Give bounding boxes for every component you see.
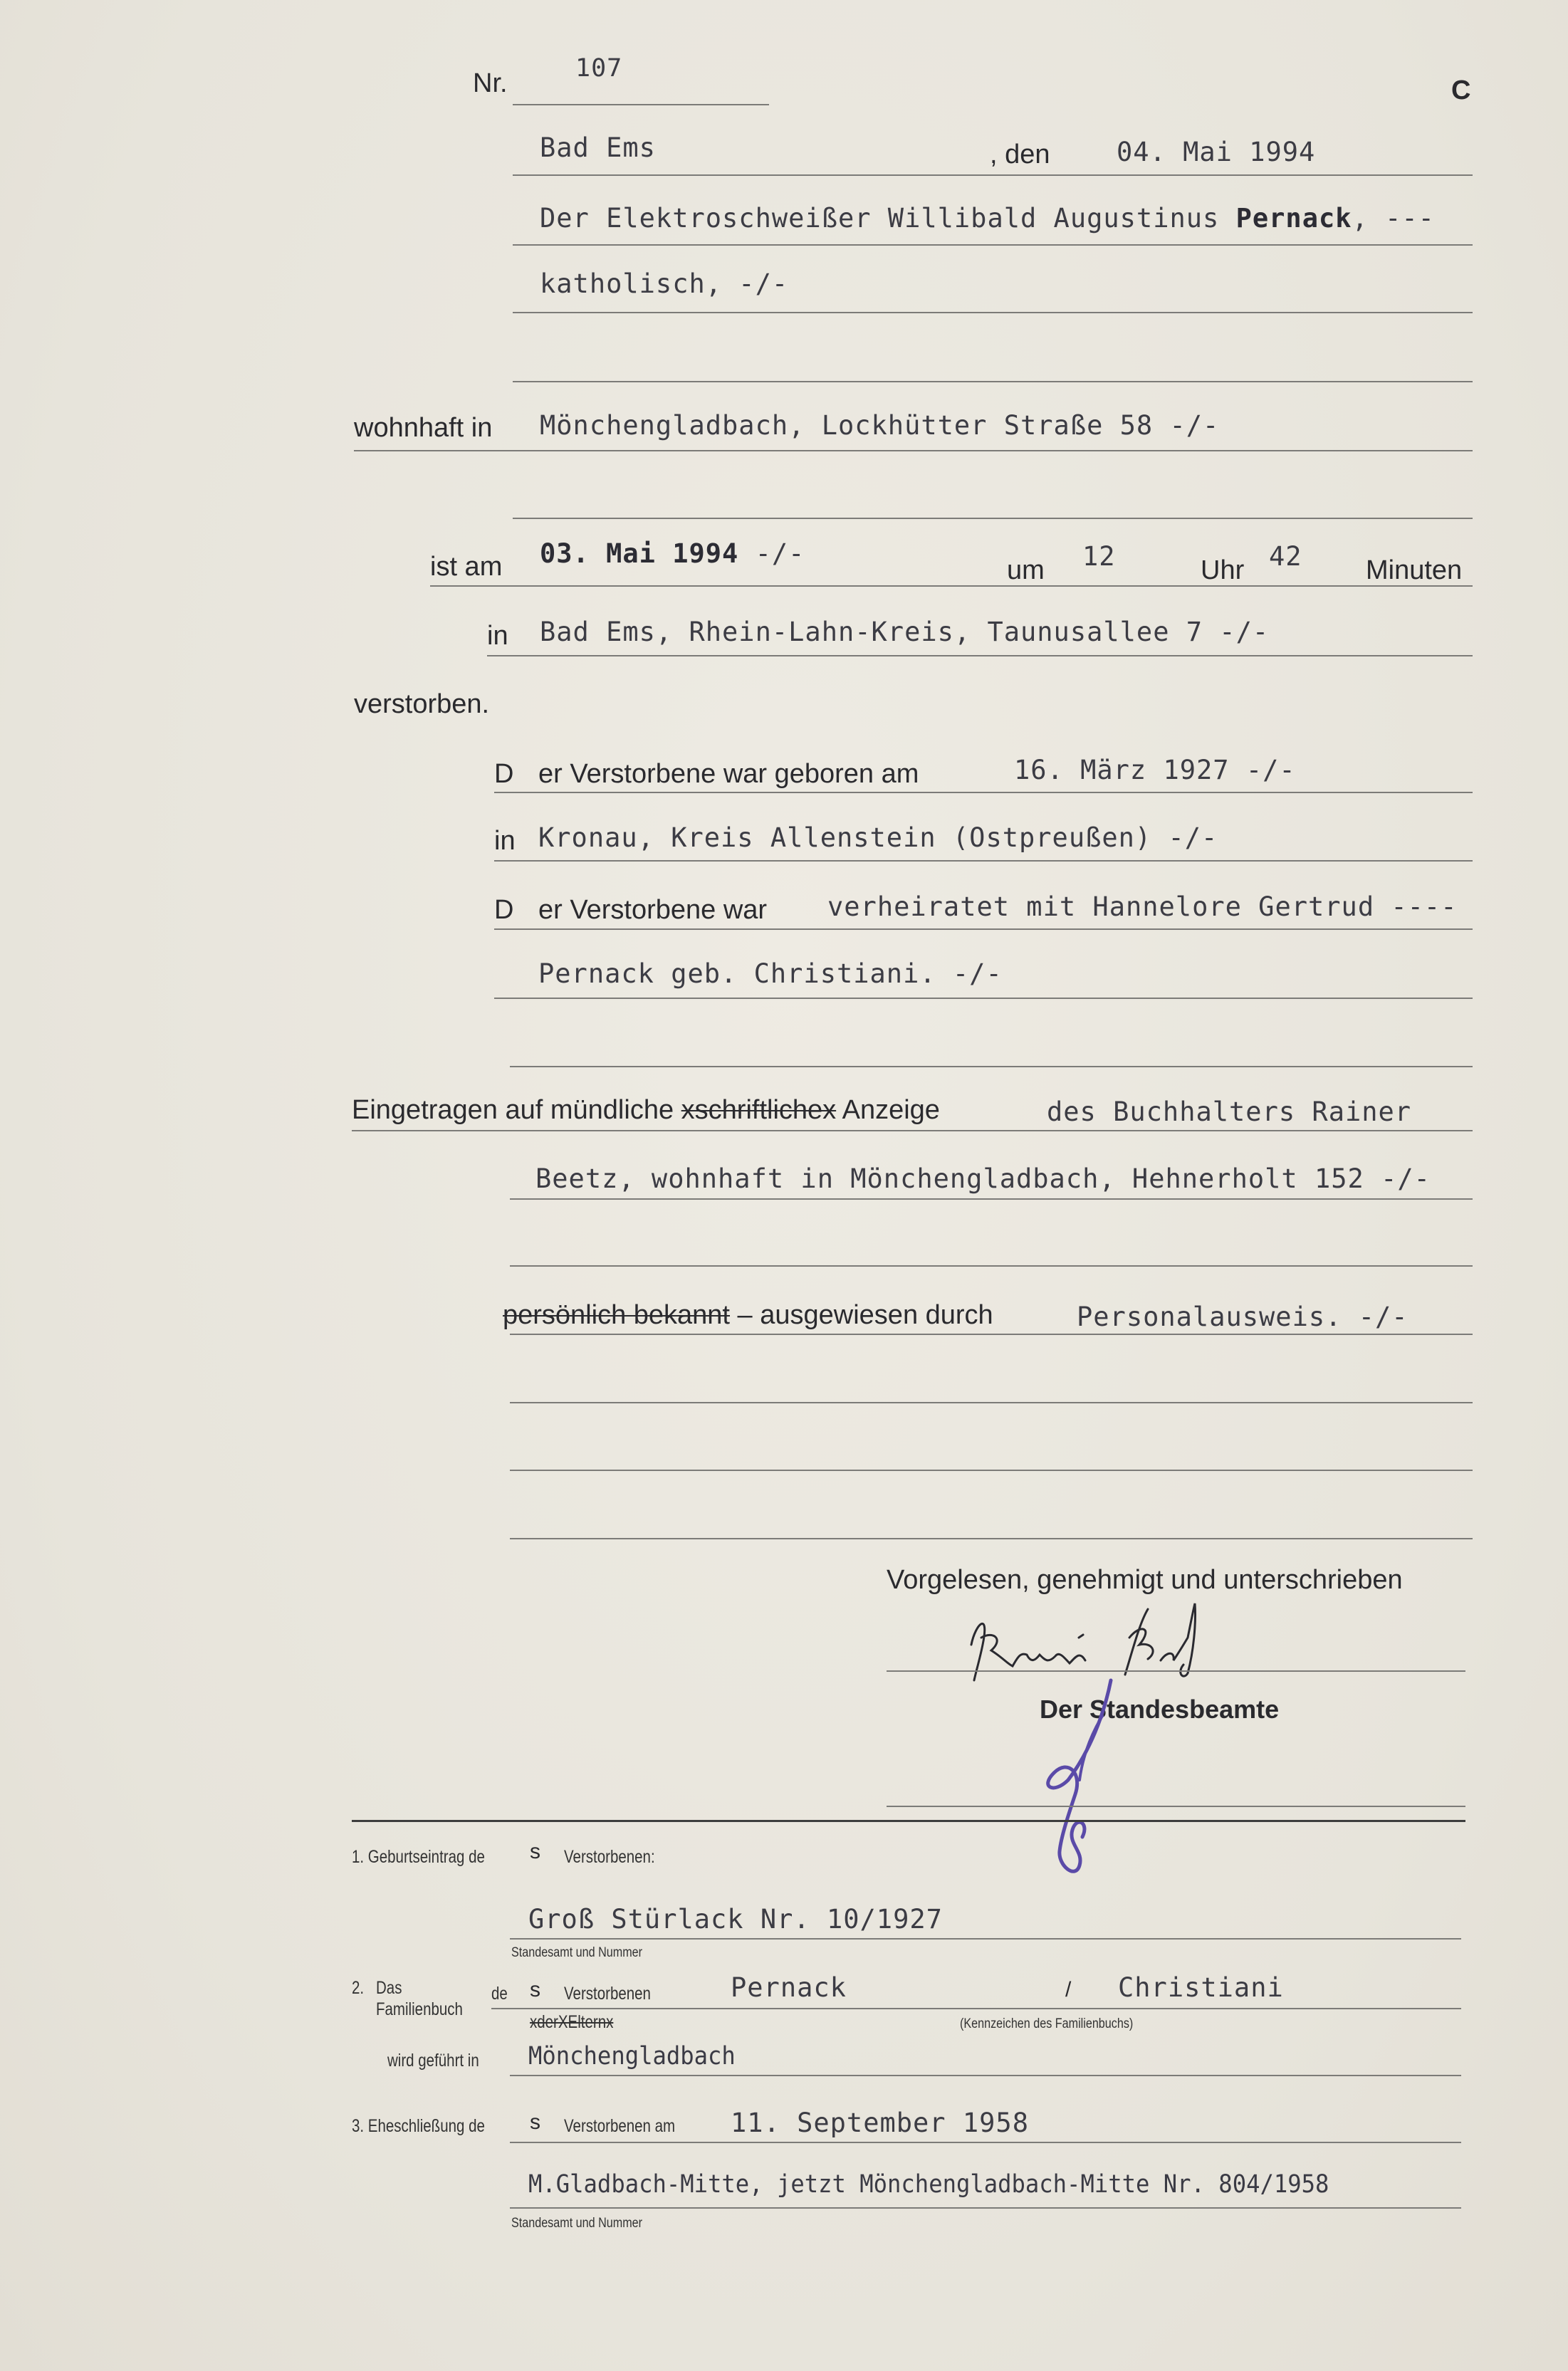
birth-label: er Verstorbene war geboren am [538,759,919,789]
report-line-2 [510,1198,1473,1200]
birth-place: Kronau, Kreis Allenstein (Ostpreußen) -/- [538,822,1218,853]
nr-label: Nr. [473,68,508,98]
death-in-label: in [487,621,508,651]
um-label: um [1007,555,1045,585]
identity-struck: persönlich bekannt [503,1300,730,1330]
registrar-signature-line [887,1806,1465,1807]
person-description: Der Elektroschweißer Willibald Augustinus [540,203,1220,234]
corner-letter: C [1451,75,1471,105]
item2-name1: Pernack [731,1972,847,2003]
item2-location-line [510,2075,1461,2076]
person-line-2: katholisch, -/- [540,268,789,299]
marital-value-1: verheiratet mit Hannelore Gertrud ---- [827,891,1458,922]
birth-in-label: in [494,826,516,856]
person-line-1-rule [513,244,1473,246]
birth-date: 16. März 1927 -/- [1014,755,1296,785]
read-signed-label: Vorgelesen, genehmigt und unterschrieben [887,1565,1403,1595]
residence-line [354,450,1473,451]
item1-caption: Standesamt und Nummer [511,1945,643,1960]
item2-de: de [491,1984,508,2004]
item2-name2: Christiani [1118,1972,1284,2003]
uhr-label: Uhr [1201,555,1245,585]
item2-s: s [530,1978,540,2001]
item1-label: 1. Geburtseintrag de [352,1847,485,1867]
place-date-line [513,174,1473,176]
item1-line [510,1938,1461,1940]
informant-value-1: des Buchhalters Rainer [1047,1096,1412,1127]
item3-value-line [510,2207,1461,2209]
nr-value: 107 [575,54,623,83]
residence-label: wohnhaft in [354,413,493,443]
death-date [540,538,805,569]
blank-line-1 [513,381,1473,382]
death-place: Bad Ems, Rhein-Lahn-Kreis, Taunusallee 7 -/- [540,617,1270,647]
report-label-struck: xschriftlichex [681,1095,837,1125]
report-line-1 [352,1130,1473,1131]
ist-am-label: ist am [430,552,503,582]
marital-prefix: D [494,895,514,925]
footer-separator [352,1820,1465,1822]
residence-value: Mönchengladbach, Lockhütter Straße 58 -/- [540,410,1220,441]
item3-date: 11. September 1958 [731,2108,1029,2138]
item1-value: Groß Stürlack Nr. 10/1927 [528,1904,943,1935]
registrar-signature [1011,1673,1154,1887]
informant-value-2: Beetz, wohnhaft in Mönchengladbach, Hehnerholt 152 -/- [535,1163,1431,1194]
item3-s: s [530,2110,540,2134]
item2-caption: (Kennzeichen des Familienbuchs) [960,2016,1134,2031]
item2-line [491,2008,1461,2009]
registrar-label: Der Standesbeamte [1040,1695,1280,1724]
item1-s: s [530,1840,540,1863]
person-line-2-rule [513,312,1473,313]
item3-caption: Standesamt und Nummer [511,2216,643,2231]
item3-value: M.Gladbach-Mitte, jetzt Mönchengladbach-Mitte Nr. 804/1958 [528,2170,1329,2199]
verstorben-label: verstorben. [354,689,490,719]
death-place-line [487,655,1473,656]
marital-value-2: Pernack geb. Christiani. -/- [538,958,1003,989]
report-label [352,1095,940,1126]
blank-line-7 [510,1538,1473,1539]
informant-signature-line [887,1670,1465,1672]
report-label-a: Eingetragen auf mündliche [352,1095,681,1125]
item2-location-label: wird geführt in [387,2051,479,2071]
identity-value: Personalausweis. -/- [1077,1302,1408,1332]
blank-line-3 [510,1066,1473,1067]
item3-tail: Verstorbenen am [564,2116,676,2136]
blank-line-5 [510,1402,1473,1403]
item2-num: 2. [352,1978,365,1998]
identity-line [510,1334,1473,1335]
marital-line-1 [494,928,1473,930]
report-label-b: Anzeige [836,1095,940,1125]
birth-prefix: D [494,759,514,789]
item1-tail: Verstorbenen: [564,1847,655,1867]
death-hour: 12 [1082,541,1116,572]
item2-location: Mönchengladbach [528,2042,736,2071]
person-line-1 [540,203,1435,234]
item2-sep: / [1065,1978,1072,2001]
death-date-value: 03. Mai 1994 [540,538,739,569]
identity-label: persönlich bekannt – ausgewiesen durch [503,1300,993,1330]
death-time-line [430,585,1473,587]
marital-line-2 [494,998,1473,999]
item2-label-a: Das [376,1978,402,1998]
birth-date-line [494,792,1473,793]
item2-eltern: xderXElternx [530,2012,614,2032]
person-line1-tail: , --- [1352,203,1435,234]
blank-line-2 [513,518,1473,519]
den-label: , den [990,140,1050,169]
blank-line-6 [510,1470,1473,1471]
person-surname: Pernack [1235,203,1352,234]
identity-label-text: ausgewiesen durch [760,1300,993,1330]
death-date-tail: -/- [738,538,805,569]
item3-label: 3. Eheschließung de [352,2116,485,2136]
marital-label: er Verstorbene war [538,895,768,925]
nr-line [513,104,769,105]
blank-line-4 [510,1265,1473,1267]
item2-label-b: Familienbuch [376,1999,463,2019]
item3-line [510,2142,1461,2143]
date-value: 04. Mai 1994 [1117,137,1316,167]
place-value: Bad Ems [540,132,656,163]
item2-tail: Verstorbenen [564,1984,651,2004]
minuten-label: Minuten [1366,555,1463,585]
birth-place-line [494,860,1473,862]
death-minutes: 42 [1269,541,1302,572]
